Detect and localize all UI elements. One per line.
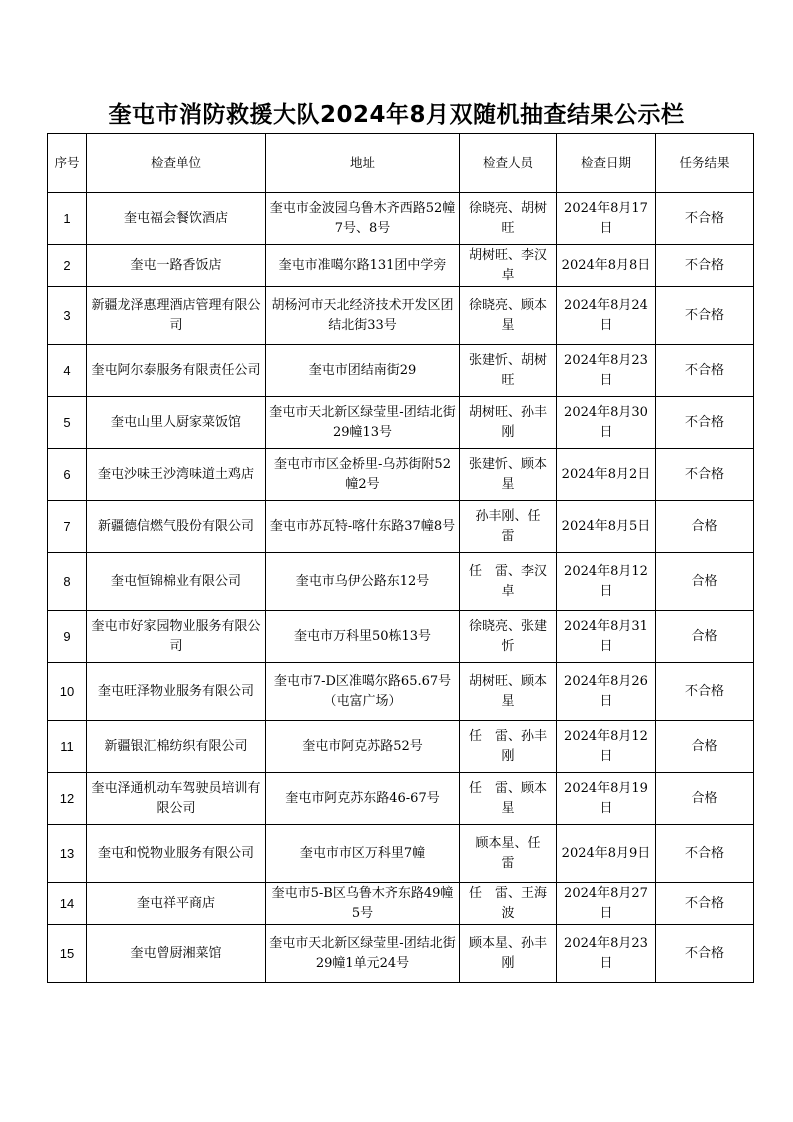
row-unit: 奎屯祥平商店 <box>87 883 266 925</box>
row-date: 2024年8月8日 <box>557 245 656 287</box>
row-no: 8 <box>48 553 87 611</box>
table-row <box>48 883 754 925</box>
row-unit: 新疆龙泽惠理酒店管理有限公司 <box>87 287 266 345</box>
row-result: 不合格 <box>656 397 754 449</box>
row-result: 不合格 <box>656 925 754 983</box>
row-no: 15 <box>48 925 87 983</box>
row-inspectors: 孙丰刚、任 雷 <box>460 501 557 553</box>
row-result: 合格 <box>656 773 754 825</box>
row-unit: 奎屯阿尔泰服务有限责任公司 <box>87 345 266 397</box>
row-date: 2024年8月9日 <box>557 825 656 883</box>
row-address: 奎屯市万科里50栋13号 <box>266 611 460 663</box>
row-date: 2024年8月19日 <box>557 773 656 825</box>
row-no: 1 <box>48 193 87 245</box>
row-address: 奎屯市5-B区乌鲁木齐东路49幢5号 <box>266 883 460 925</box>
row-result: 不合格 <box>656 663 754 721</box>
row-result: 不合格 <box>656 245 754 287</box>
table-row <box>48 287 754 345</box>
row-unit: 奎屯沙味王沙湾味道土鸡店 <box>87 449 266 501</box>
row-unit: 新疆德信燃气股份有限公司 <box>87 501 266 553</box>
row-unit: 奎屯和悦物业服务有限公司 <box>87 825 266 883</box>
row-address: 奎屯市阿克苏路52号 <box>266 721 460 773</box>
row-unit: 奎屯山里人厨家菜饭馆 <box>87 397 266 449</box>
table-row <box>48 925 754 983</box>
row-unit: 奎屯市好家园物业服务有限公司 <box>87 611 266 663</box>
header-inspectors: 检查人员 <box>460 134 557 193</box>
row-address: 奎屯市准噶尔路131团中学旁 <box>266 245 460 287</box>
row-address: 奎屯市市区金桥里-乌苏街附52幢2号 <box>266 449 460 501</box>
table-row <box>48 397 754 449</box>
row-inspectors: 张建忻、顾本星 <box>460 449 557 501</box>
header-unit: 检查单位 <box>87 134 266 193</box>
row-date: 2024年8月12日 <box>557 721 656 773</box>
row-inspectors: 张建忻、胡树旺 <box>460 345 557 397</box>
header-no: 序号 <box>48 134 87 193</box>
header-date: 检查日期 <box>557 134 656 193</box>
row-no: 12 <box>48 773 87 825</box>
row-date: 2024年8月30日 <box>557 397 656 449</box>
row-date: 2024年8月5日 <box>557 501 656 553</box>
table-row <box>48 345 754 397</box>
row-no: 9 <box>48 611 87 663</box>
table-row <box>48 501 754 553</box>
row-date: 2024年8月26日 <box>557 663 656 721</box>
row-unit: 奎屯泽通机动车驾驶员培训有限公司 <box>87 773 266 825</box>
table-row <box>48 193 754 245</box>
table-row <box>48 721 754 773</box>
row-inspectors: 徐晓亮、张建忻 <box>460 611 557 663</box>
table-row <box>48 611 754 663</box>
row-date: 2024年8月23日 <box>557 925 656 983</box>
table-row <box>48 553 754 611</box>
row-result: 不合格 <box>656 345 754 397</box>
row-no: 3 <box>48 287 87 345</box>
row-no: 13 <box>48 825 87 883</box>
row-no: 5 <box>48 397 87 449</box>
table-body <box>48 193 754 983</box>
row-address: 奎屯市天北新区绿莹里-团结北街29幢13号 <box>266 397 460 449</box>
table-row <box>48 245 754 287</box>
row-address: 奎屯市天北新区绿莹里-团结北街29幢1单元24号 <box>266 925 460 983</box>
row-inspectors: 任 雷、王海波 <box>460 883 557 925</box>
row-result: 合格 <box>656 553 754 611</box>
table-row <box>48 449 754 501</box>
table-row <box>48 825 754 883</box>
row-inspectors: 徐晓亮、胡树旺 <box>460 193 557 245</box>
row-address: 奎屯市金波园乌鲁木齐西路52幢7号、8号 <box>266 193 460 245</box>
row-inspectors: 徐晓亮、顾本星 <box>460 287 557 345</box>
header-address: 地址 <box>266 134 460 193</box>
row-unit: 新疆银汇棉纺织有限公司 <box>87 721 266 773</box>
row-date: 2024年8月2日 <box>557 449 656 501</box>
results-table <box>47 133 754 983</box>
row-date: 2024年8月23日 <box>557 345 656 397</box>
row-date: 2024年8月12日 <box>557 553 656 611</box>
row-inspectors: 顾本星、孙丰刚 <box>460 925 557 983</box>
row-address: 奎屯市阿克苏东路46-67号 <box>266 773 460 825</box>
row-address: 奎屯市乌伊公路东12号 <box>266 553 460 611</box>
row-date: 2024年8月17日 <box>557 193 656 245</box>
row-no: 10 <box>48 663 87 721</box>
row-date: 2024年8月24日 <box>557 287 656 345</box>
row-no: 14 <box>48 883 87 925</box>
row-unit: 奎屯一路香饭店 <box>87 245 266 287</box>
row-address: 胡杨河市天北经济技术开发区团结北街33号 <box>266 287 460 345</box>
row-unit: 奎屯恒锦棉业有限公司 <box>87 553 266 611</box>
row-result: 合格 <box>656 611 754 663</box>
row-unit: 奎屯曾厨湘菜馆 <box>87 925 266 983</box>
row-inspectors: 任 雷、李汉卓 <box>460 553 557 611</box>
row-inspectors: 胡树旺、李汉卓 <box>460 245 557 287</box>
row-address: 奎屯市苏瓦特-喀什东路37幢8号 <box>266 501 460 553</box>
header-result: 任务结果 <box>656 134 754 193</box>
row-inspectors: 任 雷、孙丰刚 <box>460 721 557 773</box>
row-date: 2024年8月31日 <box>557 611 656 663</box>
row-result: 不合格 <box>656 287 754 345</box>
row-no: 6 <box>48 449 87 501</box>
row-result: 不合格 <box>656 193 754 245</box>
row-unit: 奎屯福会餐饮酒店 <box>87 193 266 245</box>
row-date: 2024年8月27日 <box>557 883 656 925</box>
row-no: 11 <box>48 721 87 773</box>
row-address: 奎屯市团结南街29 <box>266 345 460 397</box>
row-result: 合格 <box>656 501 754 553</box>
row-no: 4 <box>48 345 87 397</box>
table-row <box>48 663 754 721</box>
row-address: 奎屯市市区万科里7幢 <box>266 825 460 883</box>
row-inspectors: 胡树旺、顾本星 <box>460 663 557 721</box>
page-title: 奎屯市消防救援大队2024年8月双随机抽查结果公示栏 <box>108 102 685 128</box>
row-result: 不合格 <box>656 883 754 925</box>
row-no: 2 <box>48 245 87 287</box>
table-header-row <box>48 134 754 193</box>
row-inspectors: 胡树旺、孙丰刚 <box>460 397 557 449</box>
row-inspectors: 顾本星、任 雷 <box>460 825 557 883</box>
table-row <box>48 773 754 825</box>
row-result: 不合格 <box>656 449 754 501</box>
row-unit: 奎屯旺泽物业服务有限公司 <box>87 663 266 721</box>
row-result: 合格 <box>656 721 754 773</box>
row-result: 不合格 <box>656 825 754 883</box>
row-address: 奎屯市7-D区准噶尔路65.67号（屯富广场） <box>266 663 460 721</box>
row-no: 7 <box>48 501 87 553</box>
row-inspectors: 任 雷、顾本星 <box>460 773 557 825</box>
